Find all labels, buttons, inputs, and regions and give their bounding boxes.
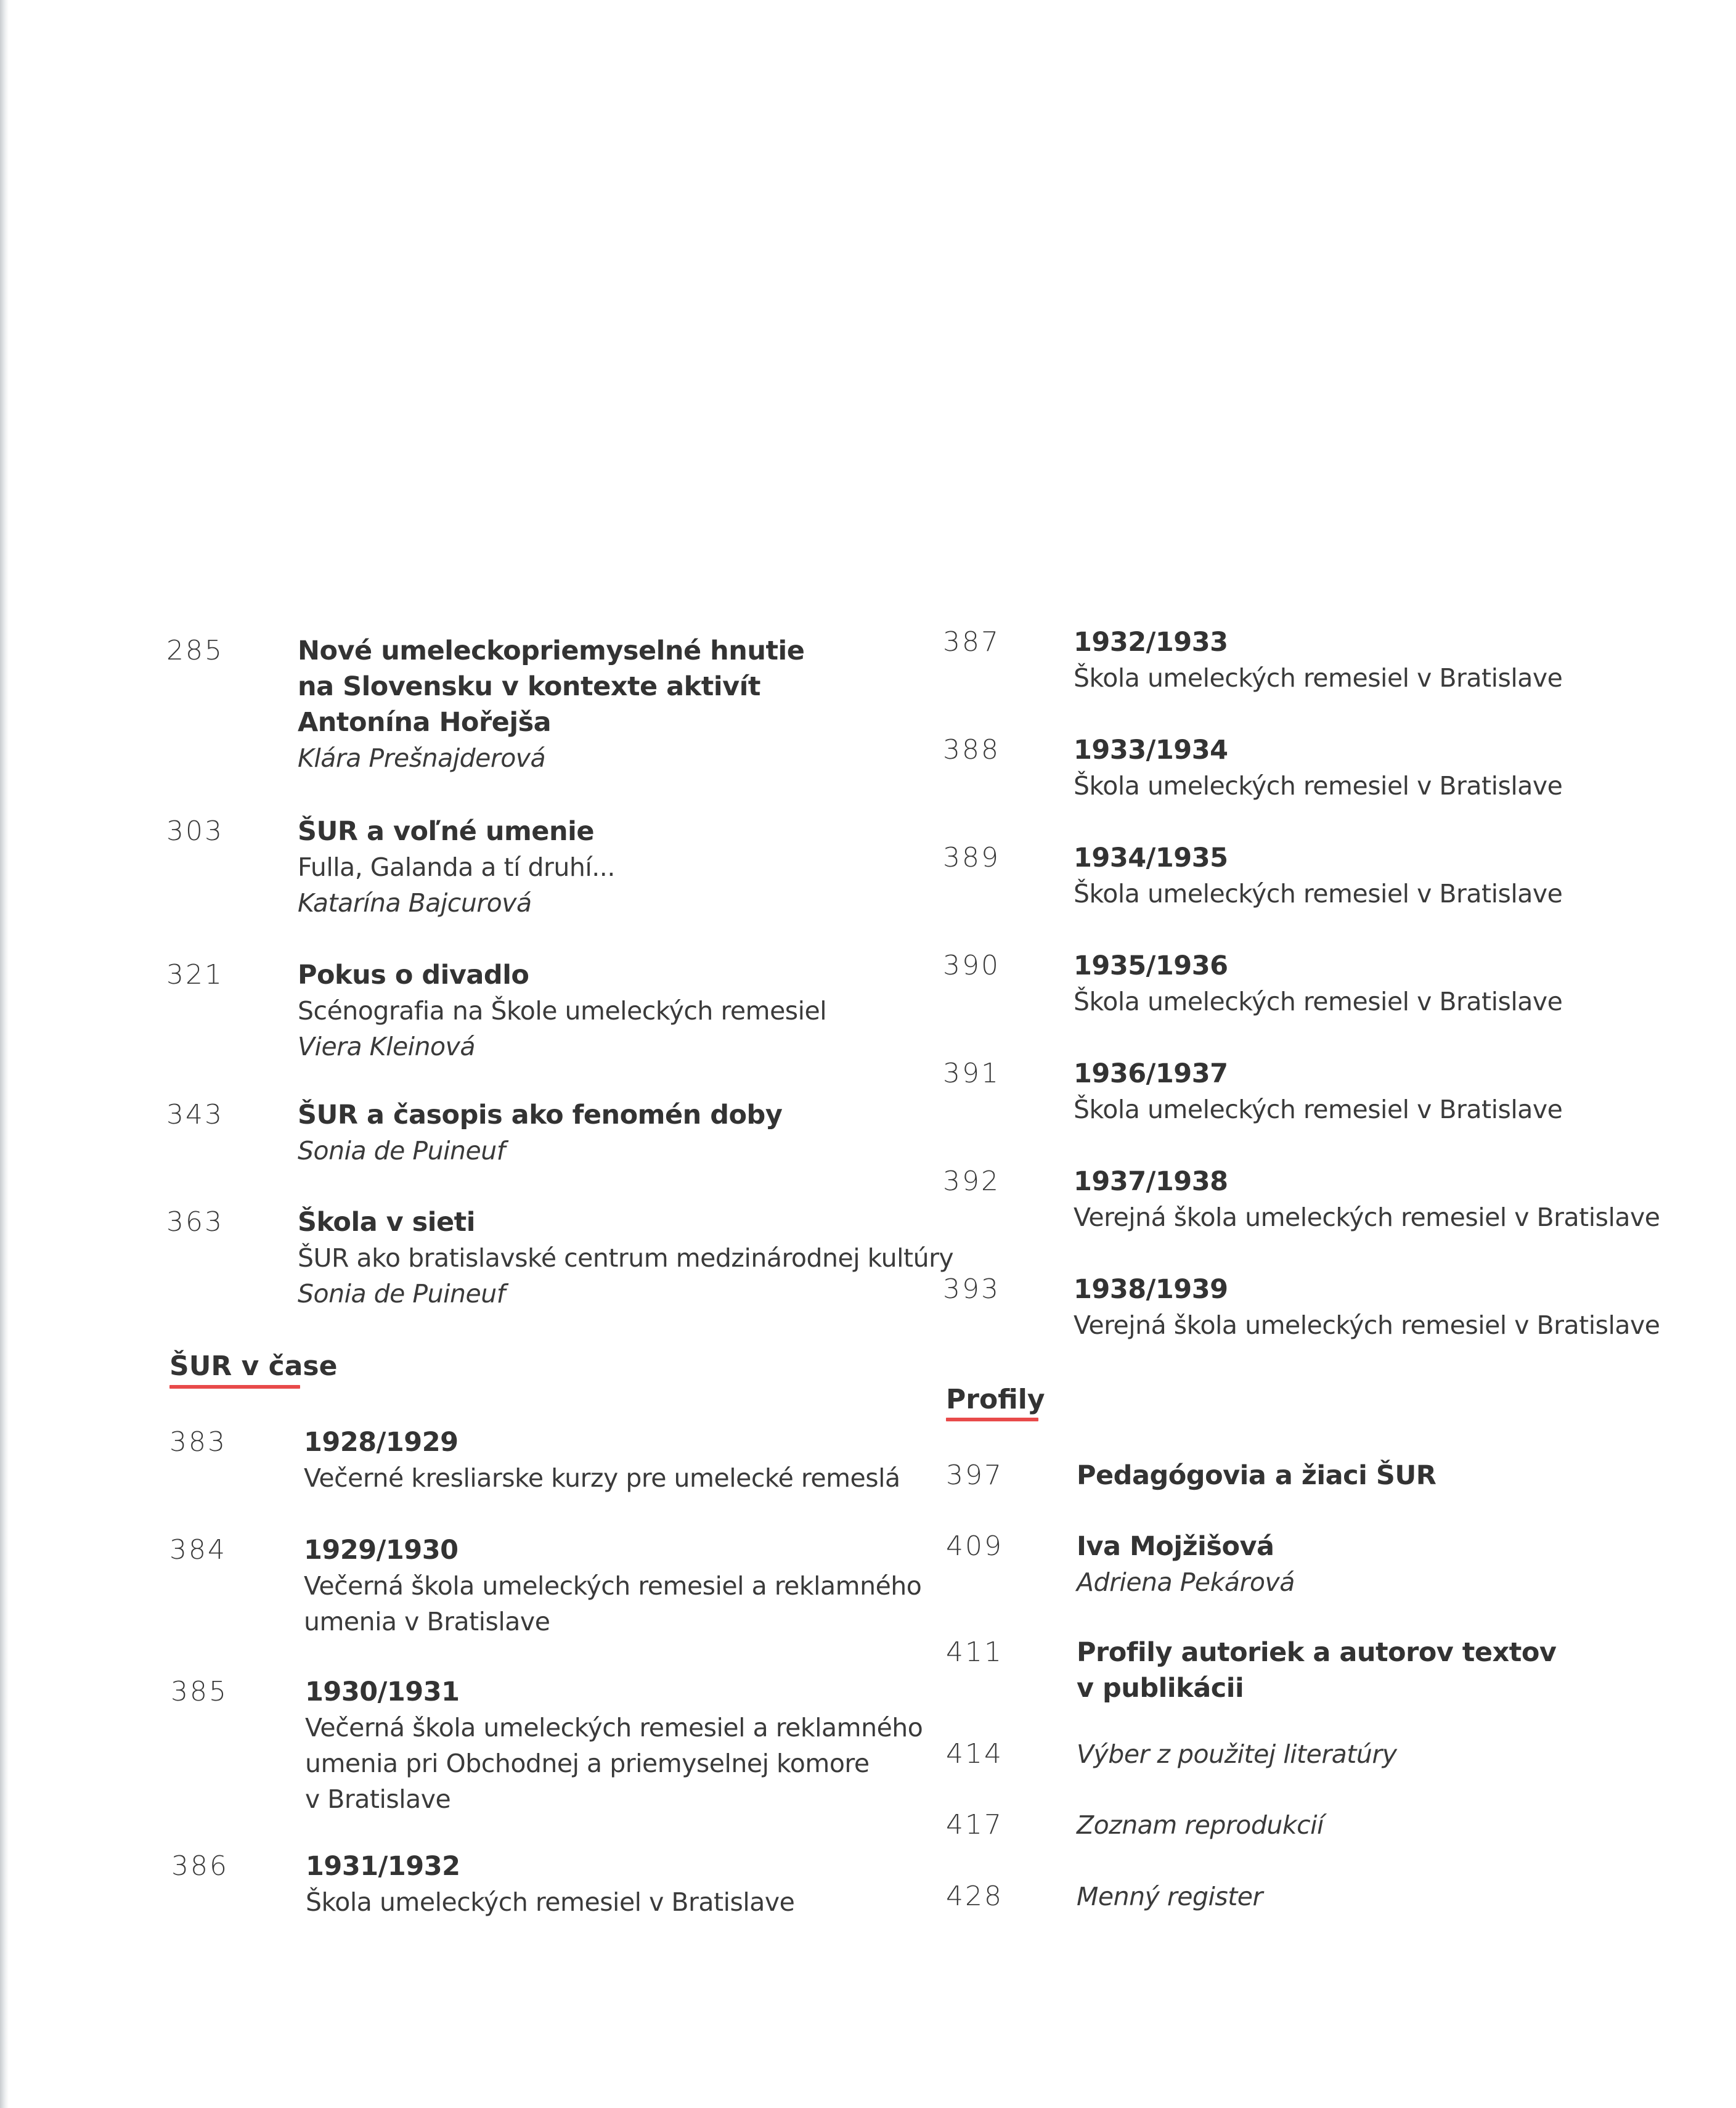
entry-title: ŠUR a časopis ako fenomén doby [298, 1100, 783, 1130]
page-number: 391 [943, 1058, 1000, 1089]
entry-title: 1936/1937 [1074, 1058, 1228, 1089]
page-number: 385 [171, 1676, 228, 1707]
entry-title: Zoznam reprodukcií [1077, 1810, 1324, 1840]
entry-title: 1928/1929 [304, 1427, 458, 1458]
entry-title: Pedagógovia a žiaci ŠUR [1077, 1460, 1436, 1491]
entry-subtitle: v Bratislave [305, 1784, 451, 1814]
page-number: 343 [166, 1099, 224, 1130]
entry-title: Menný register [1077, 1882, 1263, 1911]
page-gutter-shadow [0, 0, 9, 2108]
entry-author: Sonia de Puineuf [298, 1136, 505, 1166]
entry-subtitle: Večerné kresliarske kurzy pre umelecké remeslá [304, 1463, 900, 1493]
section-heading[interactable]: Profily [946, 1384, 1045, 1415]
entry-subtitle: Fulla, Galanda a tí druhí... [298, 852, 615, 882]
entry-author: Sonia de Puineuf [298, 1279, 505, 1309]
page-number: 417 [946, 1809, 1003, 1840]
entry-title: 1930/1931 [305, 1677, 460, 1707]
page-number: 392 [943, 1166, 1000, 1197]
entry-title: 1929/1930 [304, 1535, 458, 1566]
entry-title: 1932/1933 [1074, 627, 1228, 658]
entry-title: Nové umeleckopriemyselné hnutie [298, 635, 805, 666]
section-heading[interactable]: ŠUR v čase [169, 1350, 338, 1382]
page-number: 384 [169, 1534, 227, 1566]
entry-subtitle: Škola umeleckých remesiel v Bratislave [1074, 1095, 1563, 1124]
page-number: 386 [171, 1850, 229, 1882]
entry-author: Katarína Bajcurová [298, 888, 532, 918]
entry-title: Iva Mojžišová [1077, 1531, 1274, 1562]
entry-title: Antonína Hořejša [298, 707, 552, 738]
page-number: 390 [943, 950, 1000, 981]
section-underline [169, 1385, 300, 1389]
page-number: 409 [946, 1530, 1003, 1562]
entry-subtitle: umenia pri Obchodnej a priemyselnej komore [305, 1749, 870, 1778]
entry-title: v publikácii [1077, 1673, 1244, 1704]
entry-subtitle: Verejná škola umeleckých remesiel v Bratislave [1074, 1310, 1660, 1340]
page-number: 285 [166, 635, 224, 666]
page-number: 388 [943, 734, 1000, 766]
page-number: 321 [166, 959, 224, 991]
page-number: 414 [946, 1738, 1003, 1770]
page-number: 411 [946, 1636, 1003, 1668]
section-underline [946, 1418, 1038, 1421]
entry-title: 1934/1935 [1074, 843, 1228, 873]
page-number: 363 [166, 1206, 224, 1238]
entry-subtitle: Večerná škola umeleckých remesiel a reklamného [304, 1571, 922, 1601]
page-number: 383 [169, 1426, 227, 1458]
page-number: 389 [943, 842, 1000, 873]
entry-subtitle: Škola umeleckých remesiel v Bratislave [306, 1887, 795, 1917]
entry-title: 1933/1934 [1074, 735, 1228, 766]
entry-author: Adriena Pekárová [1077, 1567, 1295, 1597]
entry-subtitle: ŠUR ako bratislavské centrum medzinárodnej kultúry [298, 1243, 954, 1273]
page-number: 397 [946, 1460, 1003, 1491]
page-number: 303 [166, 815, 224, 847]
entry-title: ŠUR a voľné umenie [298, 816, 594, 847]
entry-subtitle: Škola umeleckých remesiel v Bratislave [1074, 987, 1563, 1016]
entry-title: na Slovensku v kontexte aktivít [298, 671, 760, 702]
entry-subtitle: Scénografia na Škole umeleckých remesiel [298, 996, 827, 1026]
entry-title: 1938/1939 [1074, 1274, 1228, 1305]
entry-author: Viera Kleinová [298, 1032, 476, 1061]
entry-subtitle: Škola umeleckých remesiel v Bratislave [1074, 771, 1563, 801]
page-number: 393 [943, 1273, 1000, 1305]
entry-title: 1931/1932 [306, 1851, 460, 1882]
entry-title: Výber z použitej literatúry [1077, 1739, 1397, 1769]
entry-title: Škola v sieti [298, 1207, 475, 1238]
page-number: 428 [946, 1881, 1003, 1912]
entry-author: Klára Prešnajderová [298, 743, 546, 773]
entry-subtitle: Škola umeleckých remesiel v Bratislave [1074, 663, 1563, 693]
entry-subtitle: Škola umeleckých remesiel v Bratislave [1074, 879, 1563, 909]
entry-title: 1935/1936 [1074, 950, 1228, 981]
page-number: 387 [943, 626, 1000, 658]
entry-subtitle: Verejná škola umeleckých remesiel v Bratislave [1074, 1203, 1660, 1232]
entry-subtitle: umenia v Bratislave [304, 1607, 550, 1636]
entry-title: Profily autoriek a autorov textov [1077, 1637, 1557, 1668]
entry-title: 1937/1938 [1074, 1166, 1228, 1197]
entry-title: Pokus o divadlo [298, 960, 529, 991]
entry-subtitle: Večerná škola umeleckých remesiel a reklamného [305, 1713, 923, 1742]
